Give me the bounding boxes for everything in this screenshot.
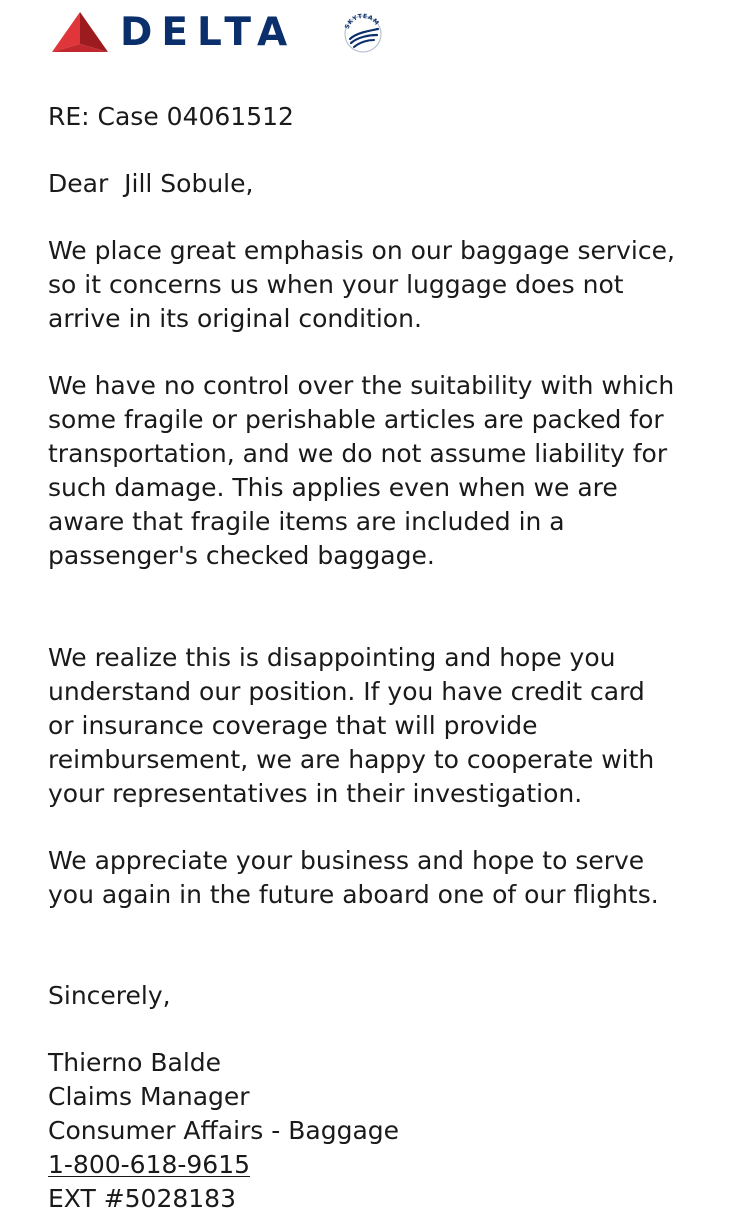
paragraph-line: passenger's checked baggage. — [48, 541, 435, 570]
paragraph-line: We have no control over the suitability with which — [48, 371, 675, 400]
signature-block — [48, 1046, 728, 1216]
signer-department: Consumer Affairs - Baggage — [48, 1116, 400, 1145]
delta-logo-wordmark: DELTA — [120, 10, 297, 55]
skyteam-badge-icon — [340, 9, 386, 55]
paragraph-liability — [48, 369, 728, 573]
paragraph-line: We place great emphasis on our baggage service, — [48, 236, 675, 265]
paragraph-baggage-service — [48, 234, 728, 336]
greeting: Dear Jill Sobule, — [48, 169, 254, 198]
paragraph-line: transportation, and we do not assume liability for — [48, 439, 668, 468]
paragraph-appreciation — [48, 844, 728, 912]
paragraph-line: or insurance coverage that will provide — [48, 711, 538, 740]
paragraph-line: arrive in its original condition. — [48, 304, 422, 333]
email-header — [0, 0, 752, 72]
paragraph-line: aware that fragile items are included in a — [48, 507, 565, 536]
paragraph-reimbursement — [48, 641, 728, 811]
case-reference: RE: Case 04061512 — [48, 102, 294, 131]
paragraph-line: some fragile or perishable articles are packed for — [48, 405, 664, 434]
closing: Sincerely, — [48, 981, 171, 1010]
paragraph-line: We appreciate your business and hope to serve — [48, 846, 645, 875]
paragraph-line: your representatives in their investigation. — [48, 779, 583, 808]
paragraph-line: you again in the future aboard one of our flights. — [48, 880, 659, 909]
skyteam-badge-text: SKYTEAM — [343, 12, 381, 31]
paragraph-line: We realize this is disappointing and hope you — [48, 643, 616, 672]
delta-widget-logo-icon — [52, 12, 108, 54]
paragraph-line: so it concerns us when your luggage does not — [48, 270, 624, 299]
letter-body — [48, 100, 728, 1216]
phone-extension: EXT #5028183 — [48, 1184, 236, 1213]
phone-link[interactable]: 1-800-618-9615 — [48, 1150, 251, 1179]
svg-text:SKYTEAM — [344, 13, 381, 30]
paragraph-line: such damage. This applies even when we are — [48, 473, 618, 502]
signer-name: Thierno Balde — [48, 1048, 222, 1077]
paragraph-line: understand our position. If you have credit card — [48, 677, 645, 706]
signer-title: Claims Manager — [48, 1082, 250, 1111]
paragraph-line: reimbursement, we are happy to cooperate with — [48, 745, 655, 774]
